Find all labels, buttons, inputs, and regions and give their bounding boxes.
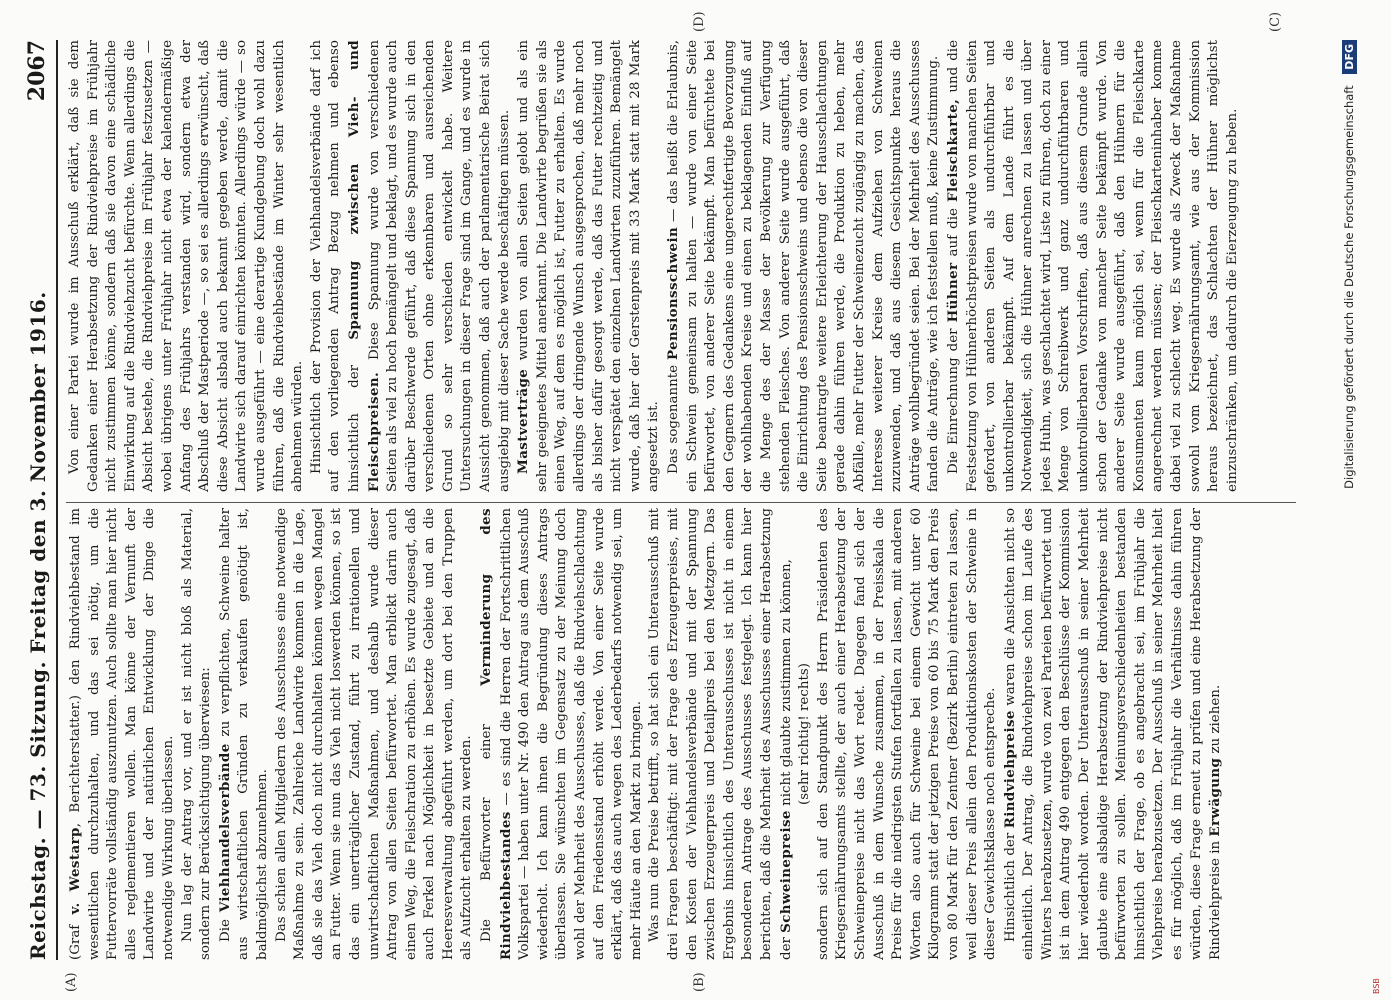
- paragraph: Die Befürworter einer Verminderung des Rindviehbestandes — es sind die Herren der Fortschrittlichen Volkspartei — haben unter Nr. 490 den Antrag aus dem Ausschuß wiederholt. Ich kann ihnen die Begründung dieses Antrags überlassen. Sie wünschten im Gegensatz zu der Meinung doch wohl der Mehrheit des Ausschusses, daß die Rindviehschlachtung auf den Friedensstand erhöht werde. Von einer Seite wurde erklärt, daß das auch wegen des Lederbedarfs notwendig sei, um mehr Häute an den Markt zu bringen.: [478, 508, 644, 960]
- paragraph: Von einer Partei wurde im Ausschuß erklärt, daß sie dem Gedanken einer Herabsetzung der Rindviehpreise im Frühjahr nicht zustimmen könne, sondern daß sie davon eine schädliche Einwirkung auf die Rindviehzucht befürchte. Wenn allerdings die Absicht bestehe, die Rindviehpreise im Frühjahr festzusetzen — wobei übrigens unter Frühjahr nicht etwa der kalendermäßige Anfang des Frühjahrs verstanden wird, sondern etwa der Abschluß der Mastperiode —, so sei es allerdings erwünscht, daß diese Absicht alsbald auch bekannt gegeben werde, damit die Landwirte sich darauf einrichten könnten. Allerdings würde — so wurde ausgeführt — eine derartige Kundgebung doch wohl dazu führen, daß die Rindviehbestände im Winter sehr wesentlich abnehmen würden.: [67, 40, 306, 492]
- speaker-name: v. Westarp: [67, 827, 83, 915]
- paragraph: Die Einrechnung der Hühner auf die Fleischkarte, und die Festsetzung von Hühnerhöchstpreisen wurde von manchen Seiten gefordert, von anderen Seiten als undurchführbar und unkontrollierbar bekämpft. Auf dem Lande führt es die Notwendigkeit, sich die Hühner anrechnen zu lassen und über jedes Huhn, was geschlachtet wird, Liste zu führen, doch zu einer Menge von Schreibwerk und ganz undurchführbaren und unkontrollierbaren Vorschriften, daß aus diesem Grunde allein schon der Gedanke von mancher Seite bekämpft wurde. Von anderer Seite wurde ausgeführt, daß den Hühnern für die Konsumenten kaum möglich sei, wenn für die Fleischkarte angerechnet werden müssen; der Fleischkarteninhaber komme dabei viel zu schlecht weg. Es wurde als Zweck der Maßnahme sowohl vom Kriegsernährungsamt, wie aus der Kommission heraus bezeichnet, das Schlachten der Hühner möglichst einzuschränken, um dadurch die Eierzeugung zu heben.: [944, 40, 1240, 492]
- credit-text: Digitalisierung gefördert durch die Deutsche Forschungsgemeinschaft: [1342, 85, 1356, 489]
- page-number: 2067: [24, 40, 50, 102]
- page-header: [20, 40, 54, 960]
- library-mark: BSB: [1372, 978, 1381, 994]
- paragraph: Die Viehhandelsverbände zu verpflichten, Schweine halter aus wirtschaftlichen Gründen zu verkaufen genötigt ist, baldmöglichst abzunehmen.: [216, 508, 270, 960]
- header-rule: [56, 40, 58, 960]
- interjection: (sehr richtig! rechts): [797, 663, 813, 805]
- paragraph: Hinsichtlich der Provision der Viehhandelsverbände darf ich auf den vorliegenden Antrag Bezug nehmen und ebenso hinsichtlich der Spannung zwischen Vieh- und Fleischpreisen. Diese Spannung wurde von verschiedenen Seiten als viel zu hoch bemängelt und beklagt, und es wurde auch darüber Beschwerde geführt, daß diese Spannung sich in den verschiedenen Orten ohne erkennbaren und ausreichenden Grund so sehr verschieden entwickelt habe. Weitere Untersuchungen in dieser Frage sind im Gange, und es wurde in Aussicht genommen, daß auch der parlamentarische Beirat sich ausgiebig mit dieser Sache werde beschäftigen müssen.: [308, 40, 512, 492]
- right-column: [66, 40, 1304, 492]
- paragraph: Hinsichtlich der Rindviehpreise waren die Ansichten nicht so einheitlich. Der Antrag, die Rindviehpreise schon im Laufe des Winters herabzusetzen, wurde von zwei Parteien befürwortet und ist in dem Antrag 490 entgegen den Beschlüsse der Kommission hier wiederholt worden. Der Unterausschuß in seiner Mehrheit glaubte eine alsbaldige Herabsetzung der Rindviehpreise nicht befürworten zu sollen. Meinungsverschiedenheiten bestanden hinsichtlich der Frage, ob es angebracht sei, im Frühjahr die Viehpreise herabzusetzen. Der Ausschuß in seiner Mehrheit hielt es für möglich, daß im Frühjahr die Verhältnisse dahin führen würden, diese Frage erneut zu prüfen und eine Herabsetzung der Rindviehpreise in Erwägung zu ziehen.: [1001, 508, 1224, 960]
- paragraph: sondern sich auf den Standpunkt des Herrn Präsidenten des Kriegsernährungsamts stellte, der auch einer Herabsetzung der Schweinepreise nicht das Wort redet. Dagegen fand sich der Ausschuß in dem Wunsche zusammen, in der Preisskala die Preise für die niedrigsten Stufen fortfallen zu lassen, mit anderen Worten also auch für Schweine bei einem Gewicht unter 60 Kilogramm statt der jetzigen Preise von 60 bis 75 Mark den Preis von 80 Mark für den Zentner (Bezirk Berlin) eintreten zu lassen, weil dieser Preis allein den Produktionskosten der Schweine in dieser Gewichtsklasse noch entspreche.: [815, 508, 999, 960]
- paragraph: Was nun die Preise betrifft, so hat sich ein Unterausschuß mit drei Fragen beschäftigt: mit der Frage des Erzeugerpreises, mit den Kosten der Viehhandelsverbände und mit der Spannung zwischen Erzeugerpreis und Detailpreis bei den Metzgern. Das Ergebnis hinsichtlich des Unterausschusses ist nicht in einem besonderen Antrage des Ausschusses festgelegt. Ich kann hier berichten, daß die Mehrheit des Ausschusses einer Herabsetzung der Schweinepreise nicht glaubte zustimmen zu können,: [647, 508, 794, 960]
- dfg-logo: DFG: [1342, 40, 1357, 74]
- margin-marker-d: (D): [692, 11, 707, 32]
- margin-marker-b: (B): [692, 972, 707, 992]
- paragraph: Das schien allen Mitgliedern des Ausschusses eine notwendige Maßnahme zu sein. Zahlreiche Landwirte kommen in die Lage, daß sie das Vieh doch nicht durchhalten können wegen Mangel an Futter. Wenn sie nun das Vieh nicht loswerden können, so ist das ein unerträglicher Zustand, führt zu irrationellen und unwirtschaftlichen Maßnahmen, und deshalb wurde dieser Antrag von allen Seiten befürwortet. Man erblickt darin auch einen Weg, die Fleischration zu erhöhen. Es wurde zugesagt, daß auch Ferkel nach Möglichkeit in besetzte Gebiete und an die Heeresverwaltung abgeführt werden, um dort bei den Truppen als Aufzucht erhalten zu werden.: [273, 508, 475, 960]
- paragraph: Nun lag der Antrag vor, und er ist nicht bloß als Material, sondern zur Berücksichtigung überwiesen:: [179, 508, 214, 960]
- margin-marker-a: (A): [64, 972, 79, 992]
- running-head: Reichstag. — 73. Sitzung. Freitag den 3. November 1916.: [26, 291, 50, 960]
- paragraph: (Graf v. Westarp, Berichterstatter.) den Rindviehbestand im wesentlichen durchzuhalten, und das sei nötig, um die Futtervorräte vollständig auszunutzen. Auch sollte man hier nicht alles reglementieren wollen. Man könne der Vernunft der Landwirte und der natürlichen Entwicklung der Dinge die notwendige Wirkung überlassen.: [67, 508, 176, 960]
- column-divider: [66, 502, 1296, 503]
- paragraph: Mastverträge wurden von allen Seiten gelobt und als ein sehr geeignetes Mittel anerkannt. Die Landwirte begrüßen sie als einen Weg, auf dem es möglich ist, Futter zu erhalten. Es wurde allerdings der dringende Wunsch ausgesprochen, daß mehr noch als bisher dafür gesorgt werde, daß das Futter rechtzeitig und nicht verspätet den einzelnen Landwirten zuzuführen. Bemängelt wurde, daß hier der Gerstenpreis mit 33 Mark statt mit 28 Mark angesetzt ist.: [515, 40, 662, 492]
- digitization-credit: [1342, 40, 1357, 960]
- left-column: [66, 508, 1304, 960]
- paragraph: Das sogenannte Pensionsschwein — das heißt die Erlaubnis, ein Schwein gemeinsam zu halten — wurde von einer Seite befürwortet, von anderer Seite bekämpft. Man befürchtete bei den Gegnern des Gedankens eine ungerechtfertigte Bevorzugung der wohlhabenden Kreise und einen zu beklagenden Einfluß auf die Menge des der Masse der Bevölkerung zur Verfügung stehenden Fleisches. Von anderer Seite wurde ausgeführt, daß die Einrichtung des Pensionsschweins und ebenso die von dieser Seite beantragte weitere Erleichterung der Hausschlachtungen gerade dahin führen werde, die Produktion zu heben, mehr Abfälle, mehr Futter der Schweinezucht zugängig zu machen, das Interesse weiterer Kreise dem Aufziehen von Schweinen zuzuwenden, und daß aus diesem Gesichtspunkte heraus die Anträge wohlbegründet seien. Bei der Mehrheit des Ausschusses fanden die Anträge, wie ich feststellen muß, keine Zustimmung.: [665, 40, 942, 492]
- margin-marker-c: (C): [1268, 11, 1283, 32]
